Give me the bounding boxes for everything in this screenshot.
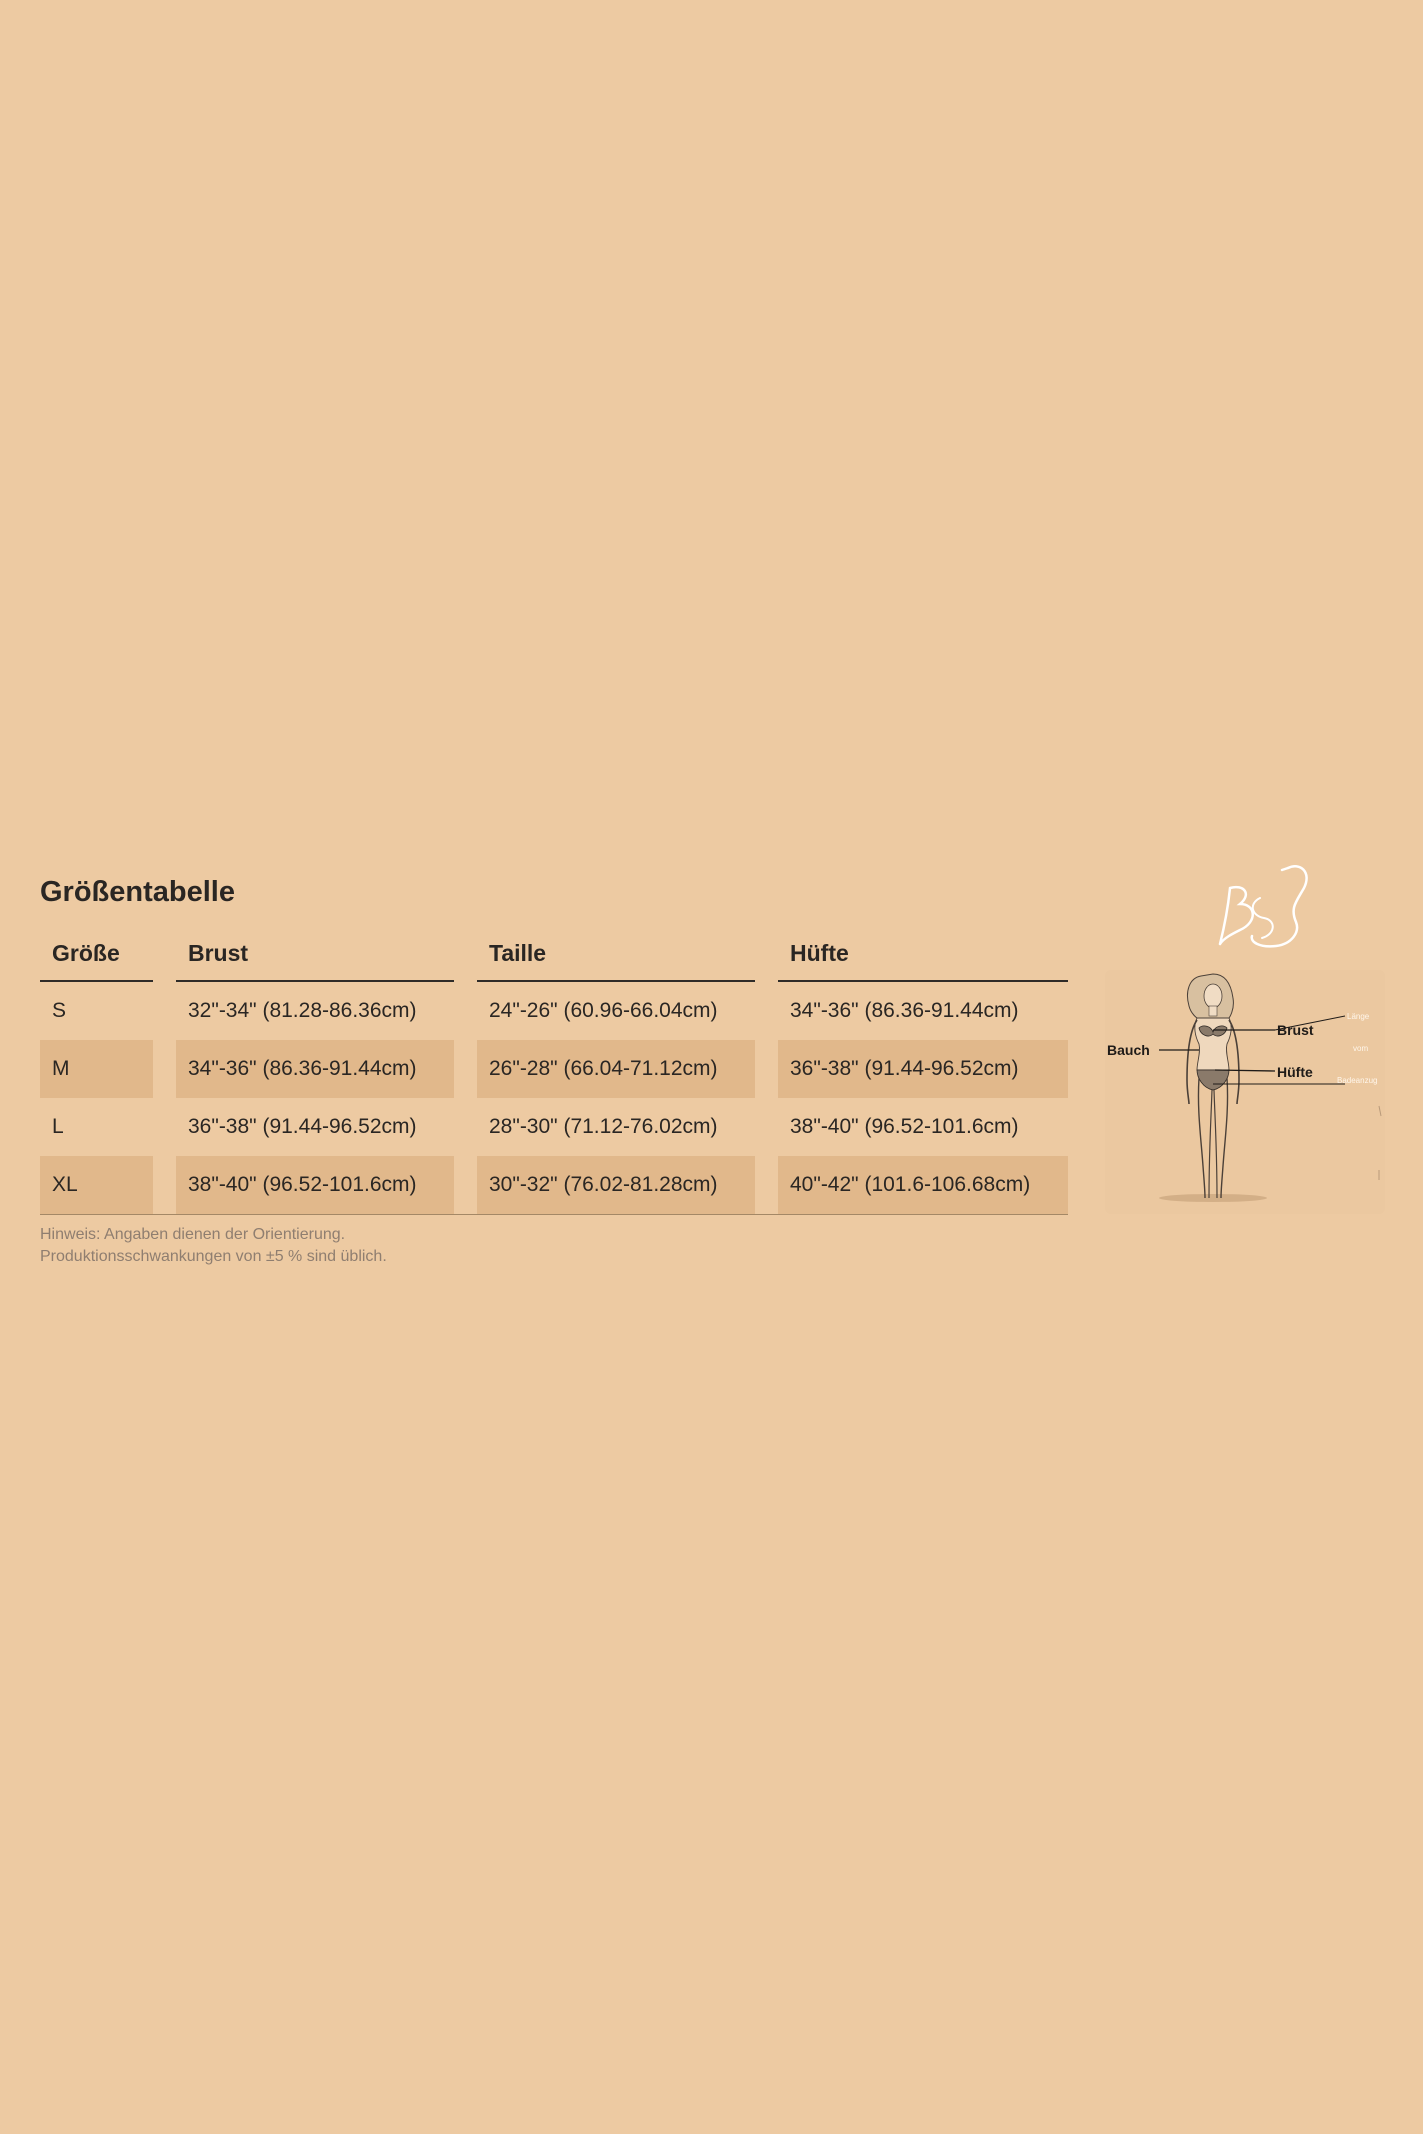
measurement-figure-panel <box>1105 970 1385 1214</box>
note-line-1: Hinweis: Angaben dienen der Orientierung. <box>40 1226 346 1243</box>
figure-small-label-3: Badeanzug <box>1337 1076 1378 1085</box>
brust-cell: 38"-40" (96.52-101.6cm) <box>176 1156 454 1214</box>
figure-small-label-1: Länge <box>1347 1012 1370 1021</box>
table-bottom-divider <box>40 1214 1068 1215</box>
note-line-2: Produktionsschwankungen von ±5 % sind üblich. <box>40 1248 387 1265</box>
table-row <box>40 1040 1068 1098</box>
size-cell: L <box>52 1115 64 1138</box>
brust-cell: 36"-38" (91.44-96.52cm) <box>188 1115 417 1138</box>
taille-cell: 30"-32" (76.02-81.28cm) <box>477 1156 755 1214</box>
header-brust: Brust <box>176 932 454 982</box>
table-row <box>40 1098 1068 1156</box>
huefte-cell: 40"-42" (101.6-106.68cm) <box>778 1156 1068 1214</box>
size-table <box>40 932 1068 1214</box>
figure-label-bauch: Bauch <box>1107 1042 1150 1058</box>
table-row <box>40 1156 1068 1214</box>
figure-label-huefte: Hüfte <box>1277 1064 1313 1080</box>
huefte-cell: 38"-40" (96.52-101.6cm) <box>790 1115 1019 1138</box>
table-header-row <box>40 932 1068 982</box>
huefte-cell: 34"-36" (86.36-91.44cm) <box>790 999 1019 1022</box>
brust-cell: 32"-34" (81.28-86.36cm) <box>188 999 417 1022</box>
size-chart-section <box>40 858 1385 1278</box>
header-taille: Taille <box>477 932 755 982</box>
figure-label-brust: Brust <box>1277 1022 1314 1038</box>
body-figure-illustration <box>1105 970 1385 1214</box>
brust-cell: 34"-36" (86.36-91.44cm) <box>176 1040 454 1098</box>
disclaimer-note <box>40 1224 387 1268</box>
taille-cell: 24"-26" (60.96-66.04cm) <box>489 999 718 1022</box>
size-cell: XL <box>40 1156 153 1214</box>
figure-small-label-2: vom <box>1353 1044 1369 1053</box>
header-groesse: Größe <box>40 932 153 982</box>
taille-cell: 28"-30" (71.12-76.02cm) <box>489 1115 718 1138</box>
taille-cell: 26"-28" (66.04-71.12cm) <box>477 1040 755 1098</box>
huefte-cell: 36"-38" (91.44-96.52cm) <box>778 1040 1068 1098</box>
header-huefte: Hüfte <box>778 932 1068 982</box>
size-cell: M <box>40 1040 153 1098</box>
size-cell: S <box>52 999 67 1022</box>
swan-logo <box>1200 858 1340 958</box>
size-chart-title: Größentabelle <box>40 876 235 908</box>
table-row <box>40 982 1068 1040</box>
